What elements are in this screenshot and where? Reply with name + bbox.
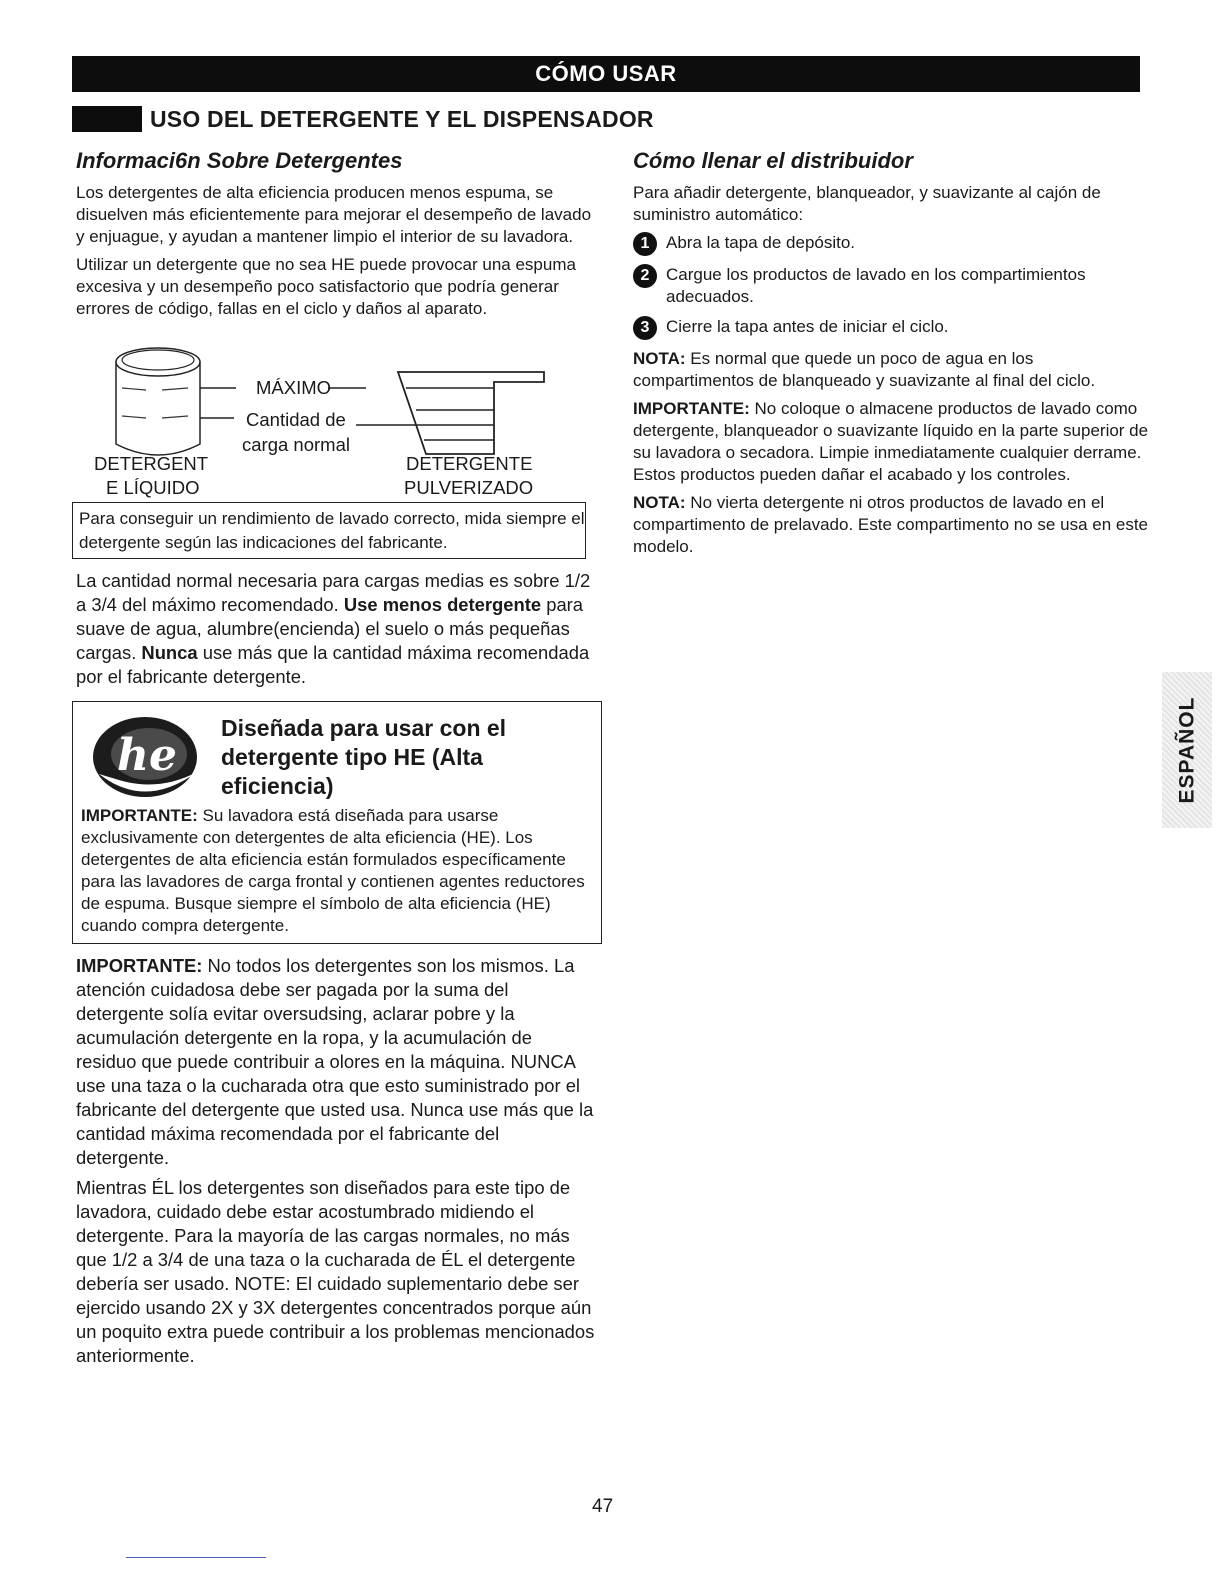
important-text: No todos los detergentes son los mismos. La atención cuidadosa debe ser pagada por la suma del detergente solía evitar oversudsing, aclarar pobre y la acumulación detergente en la ropa, y la acumulación de residuo que puede contribuir a olores en la máquina. NUNCA use una taza o la cucharada otra que esto suministrado por el fabricante del detergente que usted usa. Nunca use más que la cantidad máxima recomendada por el fabricante del detergente. bbox=[76, 955, 594, 1168]
page-header-bar bbox=[72, 56, 1140, 92]
left-column bbox=[76, 148, 596, 1374]
amount-bold-2: Nunca bbox=[141, 642, 198, 663]
non-he-warning-paragraph: Utilizar un detergente que no sea HE puede provocar una espuma excesiva y un desempeño poco satisfactorio que podría generar errores de código, fallas en el ciclo y daños al aparato. bbox=[76, 255, 576, 318]
he-intro-paragraph: Los detergentes de alta eficiencia producen menos espuma, se disuelven más eficientemente para mejorar el desempeño de lavado y enjuague, y ayudan a mantener limpio el interior de su lavadora. bbox=[76, 183, 592, 246]
powder-detergent-label-1: DETERGENTE bbox=[406, 453, 533, 474]
language-side-tab bbox=[1162, 672, 1212, 828]
footer-rule bbox=[126, 1557, 266, 1558]
he-box-title: Diseñada para usar con el detergente tipo HE (Alta eficiencia) bbox=[221, 715, 507, 799]
nota-2-label: NOTA: bbox=[633, 493, 686, 512]
amount-text-3: use más que la cantidad máxima recomendada por el fabricante detergente. bbox=[76, 642, 590, 687]
normal-load-label-2: carga normal bbox=[242, 434, 350, 455]
header-title: CÓMO USAR bbox=[535, 61, 677, 86]
important-label: IMPORTANTE: bbox=[76, 955, 203, 976]
he-logo-icon bbox=[89, 714, 201, 800]
section-marker bbox=[72, 106, 142, 132]
nota-1-label: NOTA: bbox=[633, 349, 686, 368]
step-2 bbox=[633, 264, 1153, 308]
step-number-2: 2 bbox=[633, 264, 657, 288]
he-logo-text: he bbox=[117, 730, 177, 781]
side-tab-label: ESPAÑOL bbox=[1175, 696, 1198, 804]
importante-right-text: No coloque o almacene productos de lavado como detergente, blanqueador o suavizante líquido en la parte superior de su lavadora o secadora. Limpie inmediatamente cualquier derrame. Estos productos pueden dañar el acabado y los controles. bbox=[633, 399, 1149, 484]
nota-2-text: No vierta detergente ni otros productos de lavado en el compartimento de prelavado. Este compartimento no se usa en este modelo. bbox=[633, 493, 1149, 556]
detergent-level-diagram bbox=[76, 326, 556, 496]
nota-2 bbox=[633, 492, 1153, 558]
fill-intro: Para añadir detergente, blanqueador, y suavizante al cajón de suministro automático: bbox=[633, 183, 1101, 224]
amount-bold-1: Use menos detergente bbox=[343, 594, 542, 615]
liquid-detergent-label-2: E LÍQUIDO bbox=[106, 477, 200, 498]
step-1 bbox=[633, 232, 1153, 256]
concentrated-detergent-paragraph: Mientras ÉL los detergentes son diseñados para este tipo de lavadora, cuidado debe estar acostumbrado midiendo el detergente. Para la mayoría de las cargas normales, no más que 1/2 a 3/4 de una taza o la cucharada de ÉL el detergente debería ser usado. NOTE: El cuidado suplementario debe ser ejercido usando 2X y 3X detergentes concentrados porque aún un poquito extra puede contribuir a los problemas mencionados anteriormente. bbox=[76, 1177, 595, 1366]
amount-text-1: La cantidad normal necesaria para cargas medias es sobre 1/2 a 3/4 del máximo recomendado. bbox=[76, 570, 591, 615]
nota-1-text: Es normal que quede un poco de agua en los compartimentos de blanqueado y suavizante al final del ciclo. bbox=[633, 349, 1096, 390]
powder-detergent-label-2: PULVERIZADO bbox=[404, 477, 534, 498]
step-number-1: 1 bbox=[633, 232, 657, 256]
step-text-2: Cargue los productos de lavado en los compartimientos adecuados. bbox=[666, 265, 1086, 306]
important-paragraph bbox=[76, 954, 596, 1170]
normal-load-label-1: Cantidad de bbox=[246, 409, 346, 430]
amount-text-2: para suave de agua, alumbre(encienda) el suelo o más pequeñas cargas. bbox=[76, 594, 584, 663]
fill-dispenser-heading: Cómo llenar el distribuidor bbox=[633, 148, 913, 173]
section-title bbox=[72, 104, 654, 134]
he-box-important-label: IMPORTANTE: bbox=[81, 806, 198, 825]
nota-1 bbox=[633, 348, 1153, 392]
step-text-3: Cierre la tapa antes de iniciar el ciclo. bbox=[666, 317, 949, 336]
right-column bbox=[633, 148, 1153, 564]
measure-note-text: Para conseguir un rendimiento de lavado correcto, mida siempre el detergente según las indicaciones del fabricante. bbox=[79, 509, 585, 552]
he-info-box bbox=[72, 701, 602, 944]
he-box-body: Su lavadora está diseñada para usarse exclusivamente con detergentes de alta eficiencia (HE). Los detergentes de alta eficiencia están formulados específicamente para las lavadores de carga frontal y contienen agentes reductores de espuma. Busque siempre el símbolo de alta eficiencia (HE) cuando compra detergente. bbox=[81, 806, 585, 935]
he-box-text bbox=[81, 805, 601, 937]
step-number-3: 3 bbox=[633, 316, 657, 340]
importante-right-label: IMPORTANTE: bbox=[633, 399, 750, 418]
step-3 bbox=[633, 316, 1153, 340]
liquid-detergent-label-1: DETERGENT bbox=[94, 453, 209, 474]
section-title-text: USO DEL DETERGENTE Y EL DISPENSADOR bbox=[150, 105, 654, 132]
step-text-1: Abra la tapa de depósito. bbox=[666, 233, 856, 252]
measure-note-box bbox=[72, 502, 586, 559]
detergent-info-heading: Informaci6n Sobre Detergentes bbox=[76, 148, 403, 173]
amount-paragraph bbox=[76, 569, 596, 689]
page-number: 47 bbox=[592, 1496, 614, 1517]
importante-right bbox=[633, 398, 1153, 486]
maximum-label: MÁXIMO bbox=[256, 377, 332, 398]
